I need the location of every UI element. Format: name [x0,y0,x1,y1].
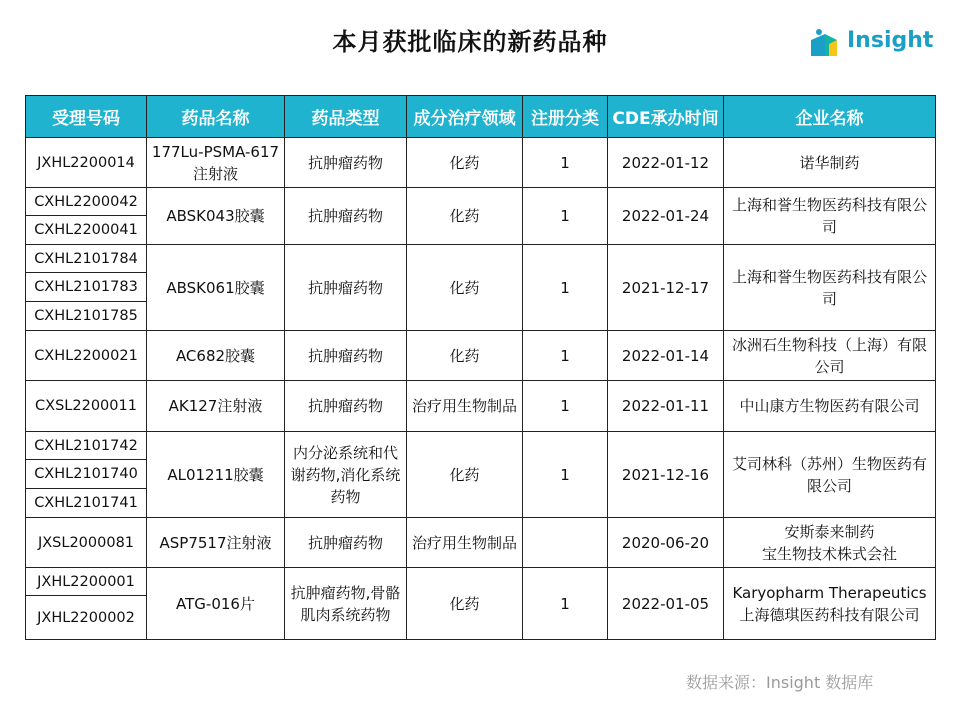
acceptance-number-cell: CXHL2101742 [26,432,147,460]
company-name-cell: 上海和誉生物医药科技有限公司 [724,245,936,331]
header-cell: 受理号码 [26,96,147,138]
acceptance-number-cell: CXHL2101785 [26,302,147,331]
drug-type-cell: 抗肿瘤药物 [285,331,407,381]
acceptance-number-cell: CXHL2101784 [26,245,147,273]
acceptance-number-cell: JXHL2200001 [26,568,147,596]
logo-text: Insight [847,28,934,53]
acceptance-number-cell: CXHL2101783 [26,273,147,302]
drug-type-cell: 内分泌系统和代谢药物,消化系统药物 [285,432,407,518]
page-title: 本月获批临床的新药品种 [332,28,608,56]
data-source-note: 数据来源：Insight 数据库 [686,673,874,692]
drug-name-cell: AL01211胶囊 [147,432,285,518]
registration-category-cell: 1 [523,568,608,640]
therapeutic-field-cell: 化药 [407,432,523,518]
header-cell: 药品名称 [147,96,285,138]
table-row [26,381,936,432]
registration-category-cell: 1 [523,188,608,245]
table-row [26,518,936,568]
table-row [26,568,936,596]
header-cell: 成分治疗领域 [407,96,523,138]
registration-category-cell [523,518,608,568]
table-header-row [26,96,936,138]
insight-logo [807,26,932,62]
registration-category-cell: 1 [523,245,608,331]
cde-date-cell: 2022-01-24 [608,188,724,245]
therapeutic-field-cell: 治疗用生物制品 [407,381,523,432]
drug-name-cell: AK127注射液 [147,381,285,432]
company-name-cell: 冰洲石生物科技（上海）有限公司 [724,331,936,381]
cde-date-cell: 2021-12-17 [608,245,724,331]
header-cell: 药品类型 [285,96,407,138]
drug-type-cell: 抗肿瘤药物 [285,518,407,568]
table-row [26,138,936,188]
acceptance-number-cell: JXHL2200002 [26,596,147,640]
table-body [26,138,936,640]
drug-name-cell: ABSK043胶囊 [147,188,285,245]
drug-name-cell: ASP7517注射液 [147,518,285,568]
company-name-cell: Karyopharm Therapeutics 上海德琪医药科技有限公司 [724,568,936,640]
drug-name-cell: 177Lu-PSMA-617注射液 [147,138,285,188]
cde-date-cell: 2022-01-14 [608,331,724,381]
table-row [26,188,936,216]
header-cell: CDE承办时间 [608,96,724,138]
acceptance-number-cell: JXHL2200014 [26,138,147,188]
registration-category-cell: 1 [523,331,608,381]
registration-category-cell: 1 [523,432,608,518]
acceptance-number-cell: CXSL2200011 [26,381,147,432]
therapeutic-field-cell: 化药 [407,331,523,381]
company-name-cell: 艾司林科（苏州）生物医药有限公司 [724,432,936,518]
therapeutic-field-cell: 化药 [407,245,523,331]
acceptance-number-cell: CXHL2200021 [26,331,147,381]
header-cell: 企业名称 [724,96,936,138]
therapeutic-field-cell: 化药 [407,138,523,188]
company-name-cell: 上海和誉生物医药科技有限公司 [724,188,936,245]
registration-category-cell: 1 [523,381,608,432]
registration-category-cell: 1 [523,138,608,188]
company-name-cell: 安斯泰来制药 宝生物技术株式会社 [724,518,936,568]
table-row [26,331,936,381]
drug-type-cell: 抗肿瘤药物 [285,245,407,331]
acceptance-number-cell: CXHL2200042 [26,188,147,216]
cde-date-cell: 2022-01-05 [608,568,724,640]
cde-date-cell: 2022-01-12 [608,138,724,188]
header-cell: 注册分类 [523,96,608,138]
therapeutic-field-cell: 治疗用生物制品 [407,518,523,568]
cde-date-cell: 2021-12-16 [608,432,724,518]
drug-name-cell: ATG-016片 [147,568,285,640]
acceptance-number-cell: CXHL2101740 [26,460,147,489]
drug-type-cell: 抗肿瘤药物,骨骼肌肉系统药物 [285,568,407,640]
cde-date-cell: 2022-01-11 [608,381,724,432]
drug-type-cell: 抗肿瘤药物 [285,188,407,245]
therapeutic-field-cell: 化药 [407,568,523,640]
insight-logo-icon [807,26,843,62]
drug-name-cell: ABSK061胶囊 [147,245,285,331]
drug-type-cell: 抗肿瘤药物 [285,381,407,432]
acceptance-number-cell: JXSL2000081 [26,518,147,568]
acceptance-number-cell: CXHL2101741 [26,489,147,518]
therapeutic-field-cell: 化药 [407,188,523,245]
table-row [26,245,936,273]
drug-type-cell: 抗肿瘤药物 [285,138,407,188]
drug-approval-table [25,95,936,640]
company-name-cell: 诺华制药 [724,138,936,188]
company-name-cell: 中山康方生物医药有限公司 [724,381,936,432]
cde-date-cell: 2020-06-20 [608,518,724,568]
acceptance-number-cell: CXHL2200041 [26,216,147,245]
drug-name-cell: AC682胶囊 [147,331,285,381]
table-row [26,432,936,460]
